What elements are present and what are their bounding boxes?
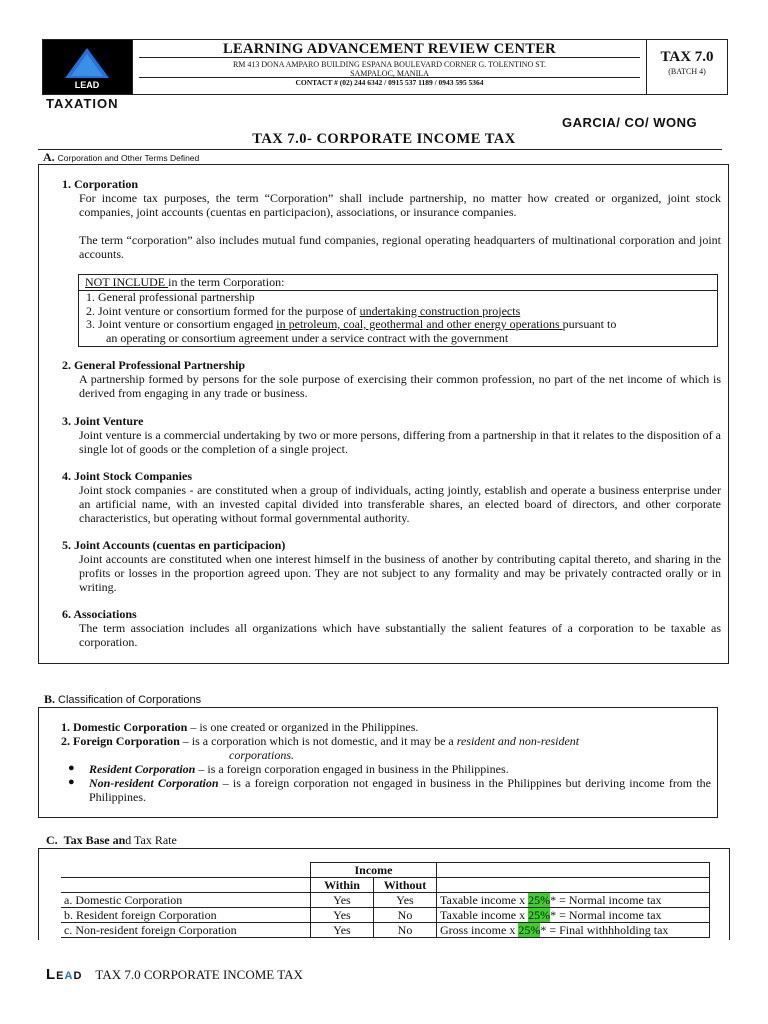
table-header-row xyxy=(61,863,710,878)
rate-highlight: 25% xyxy=(518,923,541,937)
not-include-item-cont: an operating or consortium agreement under a service contract with the government xyxy=(106,330,509,345)
domestic-corp-def: 1. Domestic Corporation – is one created or organized in the Philippines. xyxy=(61,720,419,734)
table-row: b. Resident foreign Corporation Yes No Taxable income x 25%* = Normal income tax xyxy=(61,908,710,923)
not-include-item: 3. Joint venture or consortium engaged in petroleum, coal, geothermal and other energy operations pursuant to xyxy=(86,317,617,331)
footer-text: TAX 7.0 CORPORATE INCOME TAX xyxy=(95,967,303,982)
income-header: Income xyxy=(311,863,437,878)
footer xyxy=(46,966,303,983)
address xyxy=(133,60,646,78)
jv-heading: 3. Joint Venture xyxy=(62,414,144,428)
section-b-letter: B. xyxy=(44,692,56,706)
section-b-heading xyxy=(44,692,201,707)
not-include-item: 1. General professional partnership xyxy=(86,290,255,304)
page-title: TAX 7.0- CORPORATE INCOME TAX xyxy=(252,131,516,147)
without-header: Without xyxy=(374,878,437,893)
assoc-heading: 6. Associations xyxy=(62,607,137,621)
not-include-label: NOT INCLUDE xyxy=(85,275,169,289)
nonresident-corp-def: Non-resident Corporation – is a foreign corporation not engaged in business in the Philippines but deriving income from the Philippines. xyxy=(89,776,711,804)
corporation-text-1: For income tax purposes, the term “Corporation” shall include partnership, no matter how created or organized, joint stock companies, joint accounts (cuentas en participacion), associations, or insurance companies. xyxy=(79,191,721,219)
not-include-item: 2. Joint venture or consortium formed for the purpose of undertaking construction projects xyxy=(86,303,521,318)
batch-label: (BATCH 4) xyxy=(668,67,706,76)
jsc-text: Joint stock companies - are constituted when a group of individuals, acting jointly, establish and operate a business enterprise under an artificial name, with an invested capital divided into transferable shares, an elected board of directors, and other corporate characteristics, but operating without formal governmental authority. xyxy=(79,483,721,525)
within-header: Within xyxy=(311,878,374,893)
gpp-heading: 2. General Professional Partnership xyxy=(62,358,246,372)
section-a-title: Corporation and Other Terms Defined xyxy=(57,153,200,163)
bullet-icon: ● xyxy=(68,776,75,788)
section-a-heading xyxy=(43,150,199,165)
not-include-list xyxy=(86,291,616,345)
foreign-corp-def-cont: corporations. xyxy=(229,748,295,762)
jv-text: Joint venture is a commercial undertaking by two or more persons, differing from a partnership in that it relates to the disposition of a single lot of goods or the completion of a single project. xyxy=(79,428,721,456)
address-line-1: RM 413 DONA AMPARO BUILDING ESPANA BOULEVARD CORNER G. TOLENTINO ST. xyxy=(232,60,547,69)
corporation-text-2: The term “corporation” also includes mutual fund companies, regional operating headquarters of multinational corporation and joint accounts. xyxy=(79,233,721,261)
table-row: c. Non-resident foreign Corporation Yes No Gross income x 25%* = Final withhholding tax xyxy=(61,923,710,938)
module-code: TAX 7.0 xyxy=(660,49,714,65)
table-row: a. Domestic Corporation Yes Yes Taxable income x 25%* = Normal income tax xyxy=(61,893,710,908)
org-name: LEARNING ADVANCEMENT REVIEW CENTER xyxy=(223,41,556,57)
contact-numbers: CONTACT # (02) 244 6342 / 0915 537 1189 / 0943 595 5364 xyxy=(295,78,484,87)
corporation-heading: 1. Corporation xyxy=(62,177,138,191)
foreign-corp-def: 2. Foreign Corporation – is a corporation which is not domestic, and it may be a resident and non-resident xyxy=(61,734,580,748)
lead-logo xyxy=(43,40,132,94)
rate-highlight: 25% xyxy=(528,908,551,922)
header-center xyxy=(132,40,647,94)
assoc-text: The term association includes all organizations which have substantially the salient features of a corporation to be taxable as corporation. xyxy=(79,621,721,649)
bullet-icon: ● xyxy=(68,762,75,774)
code-box xyxy=(647,40,727,94)
ja-text: Joint accounts are constituted when one interest himself in the business of another by contributing capital thereto, and sharing in the profits or losses in the proportion agreed upon. They are not subject to any formality and may be privately contracted orally or in writing. xyxy=(79,552,721,594)
not-include-heading: NOT INCLUDE in the term Corporation: xyxy=(85,275,285,289)
not-include-box xyxy=(78,274,718,347)
logo-text: LEAD xyxy=(74,80,100,90)
address-line-2: SAMPALOC, MANILA xyxy=(350,69,429,78)
tax-rate-table xyxy=(61,862,710,938)
jsc-heading: 4. Joint Stock Companies xyxy=(62,469,193,483)
section-a-letter: A. xyxy=(43,150,55,164)
rate-highlight: 25% xyxy=(528,893,551,907)
resident-corp-def: Resident Corporation – is a foreign corporation engaged in business in the Philippines. xyxy=(89,762,509,776)
gpp-text: A partnership formed by persons for the sole purpose of exercising their common profession, no part of the net income of which is derived from engaging in any trade or business. xyxy=(79,372,721,400)
table-subheader-row xyxy=(61,878,710,893)
footer-logo: LEAD xyxy=(46,966,83,983)
authors: GARCIA/ CO/ WONG xyxy=(562,115,698,130)
ja-heading: 5. Joint Accounts (cuentas en participacion) xyxy=(62,538,286,552)
section-b-title: Classification of Corporations xyxy=(58,694,202,706)
section-c-heading: C. Tax Base and Tax Rate xyxy=(46,833,177,847)
subject-label: TAXATION xyxy=(46,96,119,111)
